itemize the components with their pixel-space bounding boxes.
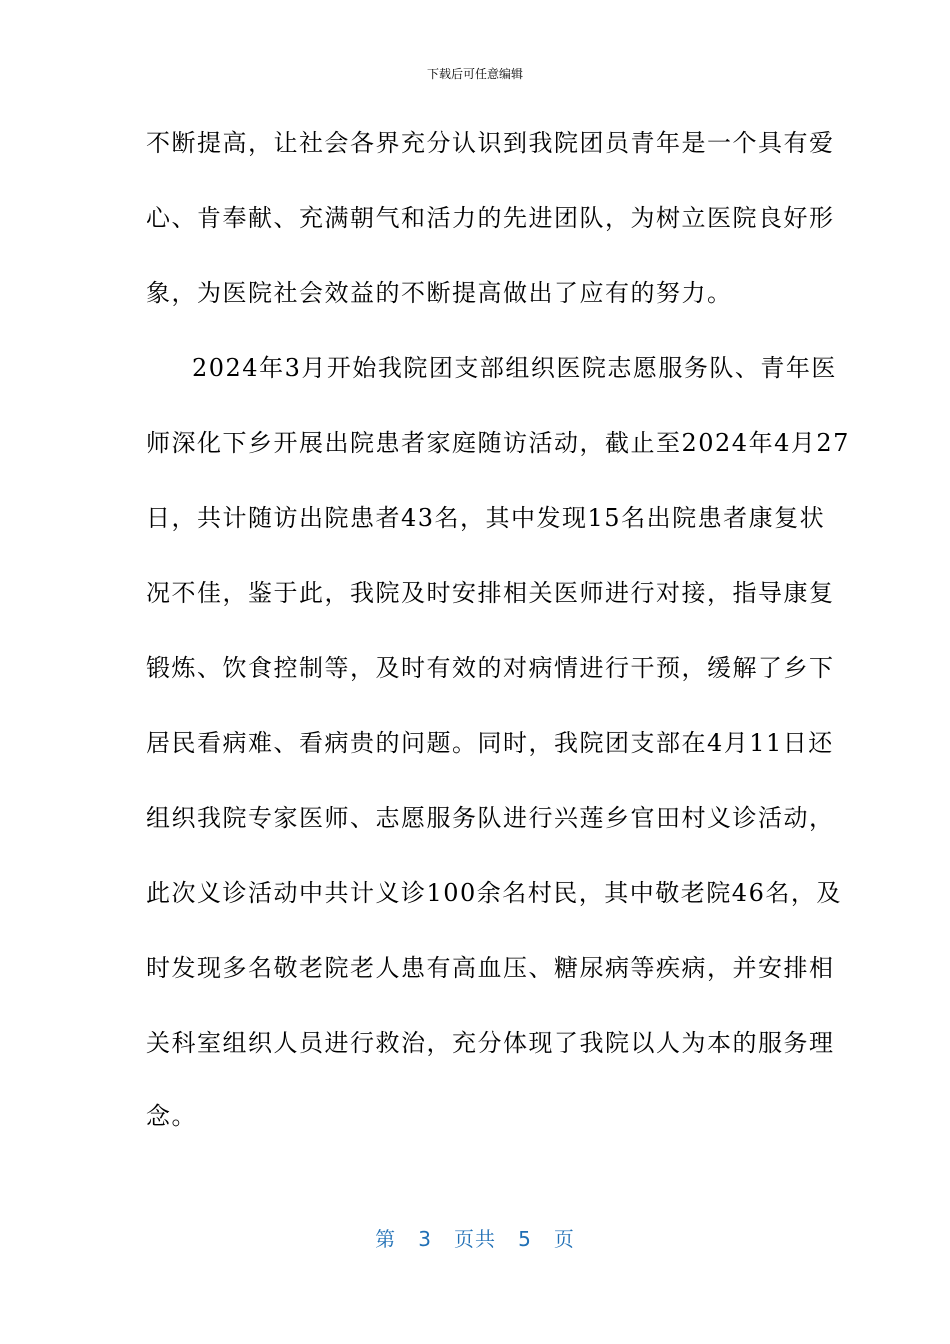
- paragraph-line: 师深化下乡开展出院患者家庭随访活动，截止至2024年4月27: [146, 429, 850, 457]
- paragraph-line: 2024年3月开始我院团支部组织医院志愿服务队、青年医: [192, 354, 837, 382]
- footer-prefix: 第: [375, 1227, 397, 1251]
- paragraph-line: 居民看病难、看病贵的问题。同时，我院团支部在4月11日还: [146, 729, 834, 757]
- paragraph-line: 心、肯奉献、充满朝气和活力的先进团队，为树立医院良好形: [146, 204, 835, 232]
- paragraph-line: 不断提高，让社会各界充分认识到我院团员青年是一个具有爱: [146, 129, 835, 157]
- paragraph-line: 念。: [146, 1102, 197, 1130]
- footer-middle: 页共: [454, 1227, 496, 1251]
- total-page-number: 5: [518, 1227, 532, 1251]
- page-number-footer: [0, 1226, 950, 1252]
- paragraph-line: 况不佳，鉴于此，我院及时安排相关医师进行对接，指导康复: [146, 579, 835, 607]
- current-page-number: 3: [418, 1227, 432, 1251]
- paragraph-line: 关科室组织人员进行救治，充分体现了我院以人为本的服务理: [146, 1029, 835, 1057]
- paragraph-line: 象，为医院社会效益的不断提高做出了应有的努力。: [146, 279, 733, 307]
- paragraph-line: 时发现多名敬老院老人患有高血压、糖尿病等疾病，并安排相: [146, 954, 835, 982]
- paragraph-line: 日，共计随访出院患者43名，其中发现15名出院患者康复状: [146, 504, 826, 532]
- paragraph-line: 组织我院专家医师、志愿服务队进行兴莲乡官田村义诊活动，: [146, 804, 835, 832]
- paragraph-line: 锻炼、饮食控制等，及时有效的对病情进行干预，缓解了乡下: [146, 654, 835, 682]
- paragraph-line: 此次义诊活动中共计义诊100余名村民，其中敬老院46名，及: [146, 879, 842, 907]
- footer-suffix: 页: [553, 1227, 575, 1251]
- page-header: 下载后可任意编辑: [426, 67, 523, 81]
